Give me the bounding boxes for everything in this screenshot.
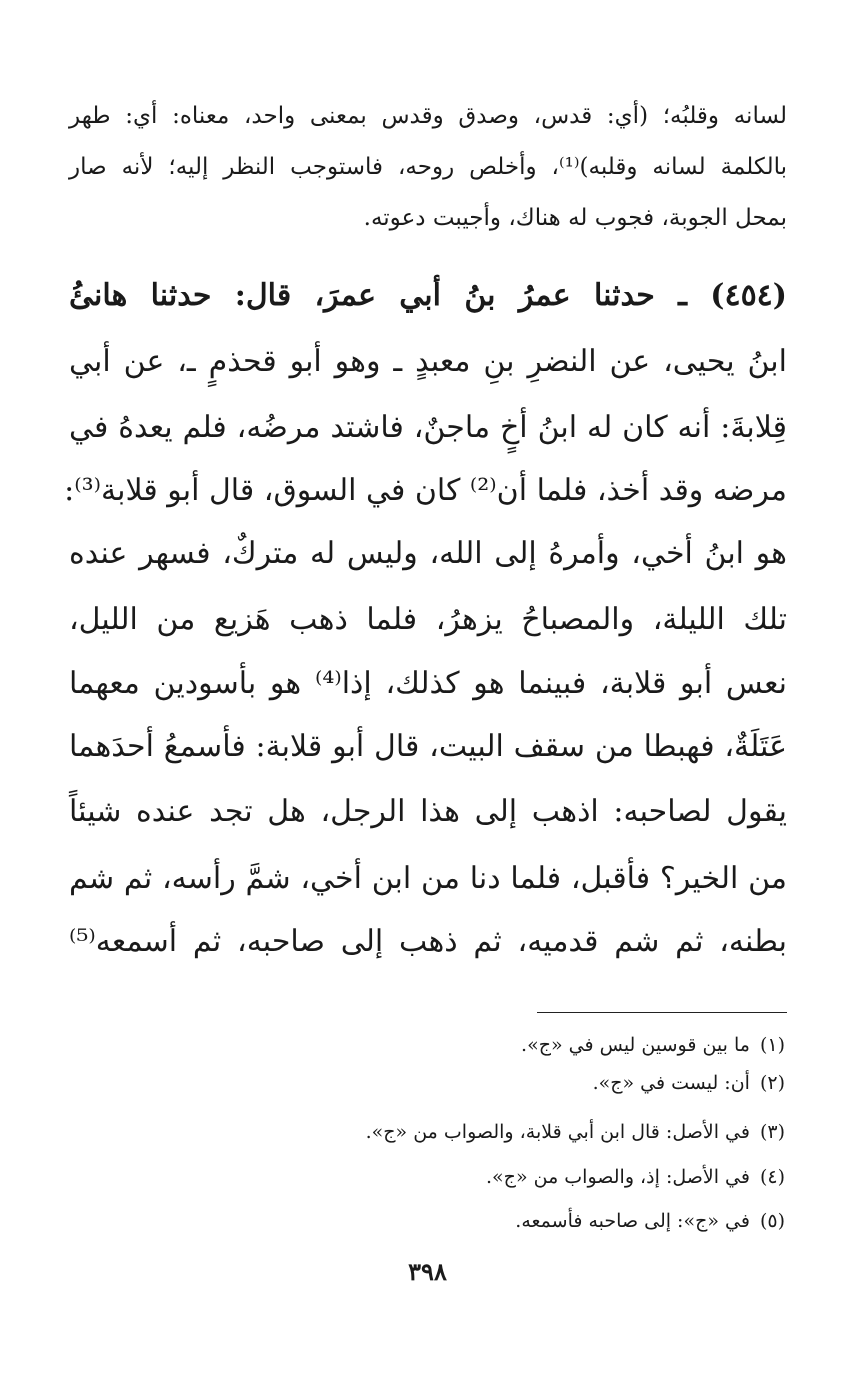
hadith-heading-line: (٤٥٤) ـ حدثنا عمرُ بنُ أبي عمرَ، قال: حدثنا هانئُ [69,278,787,313]
footnote-number: (٢) [759,1072,785,1094]
footnote-item [521,1030,785,1060]
footnote-separator [537,1012,787,1013]
footnote-text: أن: ليست في «ج». [592,1072,750,1094]
footnote-text: ما بين قوسين ليس في «ج». [521,1034,750,1056]
hadith-line: عَتَلَةٌ، فهبطا من سقف البيت، قال أبو قلابة: فأسمعُ أحدَهما [69,729,788,764]
footnote-item [486,1162,785,1192]
hadith-line: يقول لصاحبه: اذهب إلى هذا الرجل، هل تجد عنده شيئاً [69,794,787,829]
hadith-line: مرضه وقد أخذ، فلما أن⁽²⁾ كان في السوق، قال أبو قلابة⁽³⁾: [64,473,787,508]
hadith-line: هو ابنُ أخي، وأمرهُ إلى الله، وليس له متركٌ، فسهر عنده [69,536,787,571]
footnote-text: في الأصل: إذ، والصواب من «ج». [486,1166,750,1188]
hadith-line: قِلابةَ: أنه كان له ابنُ أخٍ ماجنٌ، فاشتد مرضُه، فلم يعدهُ في [69,410,787,445]
footnote-number: (٥) [759,1210,785,1232]
footnote-number: (٤) [759,1166,785,1188]
footnote-number: (١) [759,1034,785,1056]
page-number: ٣٩٨ [408,1257,447,1286]
hadith-line: تلك الليلة، والمصباحُ يزهرُ، فلما ذهب هَزيع من الليل، [69,602,787,637]
intro-line: بمحل الجوبة، فجوب له هناك، وأجيبت دعوته. [363,205,787,231]
footnote-number: (٣) [759,1121,785,1143]
footnote-item [515,1206,785,1236]
intro-line: لسانه وقلبُه؛ (أي: قدس، وصدق وقدس بمعنى واحد، معناه: أي: طهر [69,103,787,129]
hadith-line: ابنُ يحيى، عن النضرِ بنِ معبدٍ ـ وهو أبو قحذمٍ ـ، عن أبي [69,344,787,379]
hadith-line: من الخير؟ فأقبل، فلما دنا من ابن أخي، شمَّ رأسه، ثم شم [69,861,787,896]
footnote-text: في «ج»: إلى صاحبه فأسمعه. [515,1210,750,1232]
footnote-item [366,1117,785,1147]
hadith-line: بطنه، ثم شم قدميه، ثم ذهب إلى صاحبه، ثم أسمعه⁽⁵⁾ [69,924,787,959]
hadith-line: نعس أبو قلابة، فبينما هو كذلك، إذا⁽⁴⁾ هو بأسودين معهما [69,666,787,701]
footnote-text: في الأصل: قال ابن أبي قلابة، والصواب من «ج». [365,1121,750,1143]
intro-line: بالكلمة لسانه وقلبه)⁽¹⁾، وأخلص روحه، فاستوجب النظر إليه؛ لأنه صار [69,154,787,180]
footnote-item [593,1068,785,1098]
